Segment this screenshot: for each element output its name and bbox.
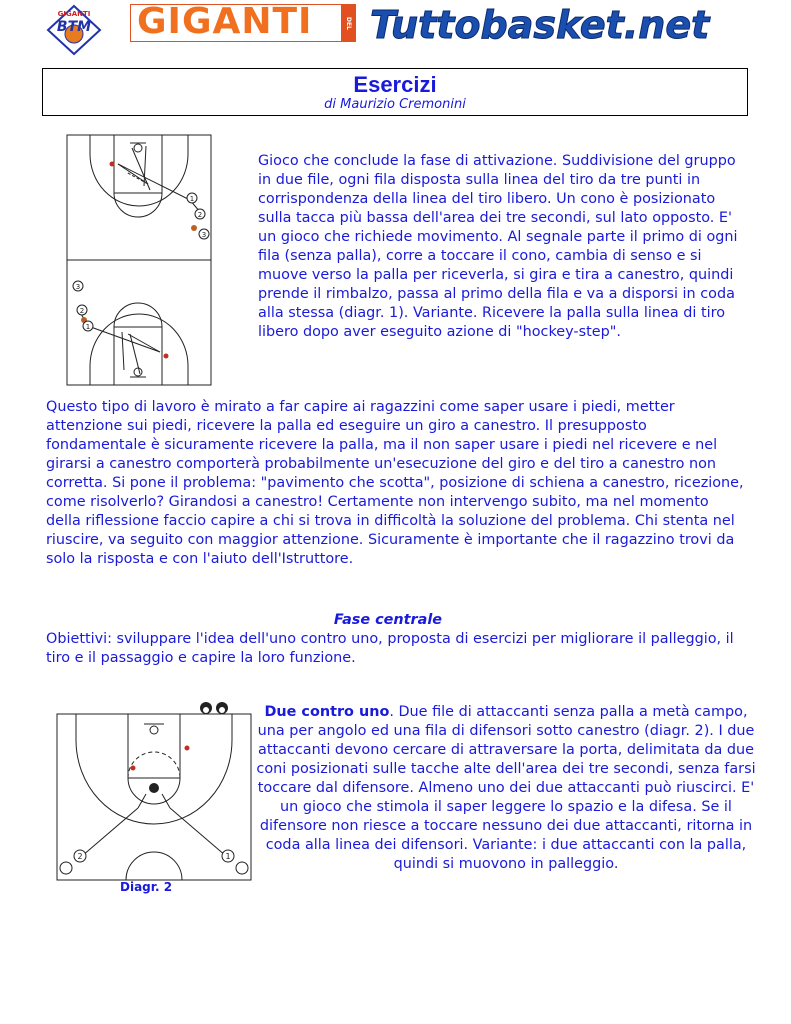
- svg-text:2: 2: [79, 307, 85, 315]
- svg-text:1: 1: [189, 195, 195, 203]
- title-box: [42, 68, 748, 116]
- giganti-logo: [130, 1, 356, 42]
- tuttobasket-logo: [364, 0, 744, 48]
- drill1-description: Gioco che conclude la fase di attivazione. Suddivisione del gruppo in due file, ogni fila disposta sulla linea del tiro da tre punti in corrispondenza della linea del tiro libero. Un cono è posizionato sulla tacca più bassa dell'area dei tre secondi, sul lato opposto. E' un gioco che richiede movimento. Al segnale parte il primo di ogni fila (senza palla), corre a toccare il cono, cambia di senso e si muove verso la palla per riceverla, si gira e tira a canestro, quindi prende il rimbalzo, passa al primo della fila e va a disporsi in coda alla stessa (diagr. 1). Variante. Ricevere la palla sulla linea di tiro libero dopo aver eseguito azione di "hockey-step".: [258, 153, 738, 340]
- svg-text:BTM: BTM: [56, 19, 92, 35]
- drill1-court-svg: [66, 134, 212, 386]
- drill2-lead: Due contro uno: [264, 704, 390, 720]
- diagram-caption: Diagr. 2: [120, 880, 173, 894]
- btm-logo: [44, 4, 104, 56]
- drill2-court-svg: [56, 700, 252, 882]
- drill2-diagram: [56, 700, 252, 882]
- giganti-logo-side: DEL BASKET: [341, 5, 355, 41]
- svg-text:2: 2: [77, 852, 83, 861]
- page-title: Esercizi: [353, 72, 437, 97]
- objectives-paragraph: Obiettivi: sviluppare l'idea dell'uno contro uno, proposta di esercizi per migliorare il palleggio, il tiro e il passaggio e capire la loro funzione.: [46, 631, 734, 666]
- svg-text:1: 1: [85, 323, 91, 331]
- author-byline: di Maurizio Cremonini: [324, 97, 466, 112]
- svg-text:2: 2: [197, 211, 203, 219]
- body-paragraph: Questo tipo di lavoro è mirato a far capire ai ragazzini come saper usare i piedi, metter attenzione sui piedi, ricevere la palla ed eseguire un giro a canestro. Il presupposto fondamentale è sicuramente ricevere la palla, ma il non saper usare i piedi nel ricevere e nel girarsi a canestro comporterà probabilmente un'esecuzione del giro e del tiro a canestro non corretta. Si pone il problema: "pavimento che scotta", posizione di schiena a canestro, ricezione, come risolverlo? Girandosi a canestro! Certamente non intervengo subito, ma nel momento della riflessione faccio capire a chi si trova in difficoltà la soluzione del problema. Chi stenta nel riuscire, va seguito con maggior attenzione. Sicuramente è importante che il ragazzino trovi da solo la risposta e con l'aiuto dell'Istruttore.: [46, 399, 744, 567]
- drill1-diagram: [66, 134, 212, 386]
- drill2-description: [256, 703, 756, 874]
- giganti-logo-word: GIGANTI: [137, 1, 313, 42]
- svg-text:Tuttobasket.net: Tuttobasket.net: [370, 3, 710, 47]
- svg-text:GIGANTI: GIGANTI: [57, 10, 91, 18]
- drill2-body: . Due file di attaccanti senza palla a metà campo, una per angolo ed una fila di difensori sotto canestro (diagr. 2). I due attaccanti devono cercare di attraversare la porta, delimitata da due coni posizionati sulle tacche alte dell'area dei tre secondi, senza farsi toccare dal difensore. Almeno uno dei due attaccanti può riuscirci. E' un gioco che stimola il saper leggere lo spazio e la difesa. Se il difensore non riesce a toccare nessuno dei due attaccanti, ritorna in coda alla linea dei difensori. Variante: i due attaccanti con la palla, quindi si muovono in palleggio.: [256, 704, 756, 872]
- section-heading: Fase centrale: [333, 612, 443, 628]
- svg-text:1: 1: [225, 852, 231, 861]
- svg-text:3: 3: [75, 283, 81, 291]
- svg-text:3: 3: [201, 231, 207, 239]
